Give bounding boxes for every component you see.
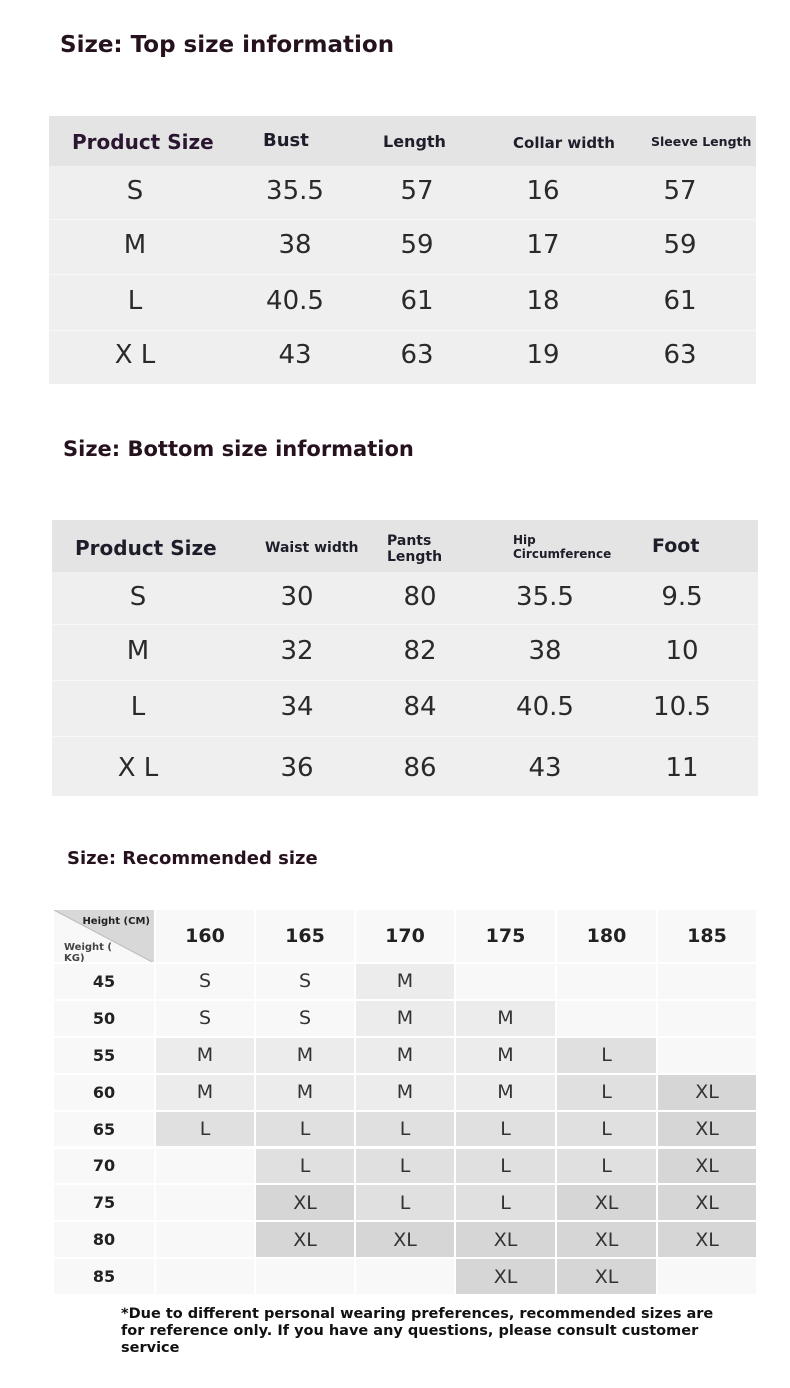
height-header: 165 bbox=[256, 910, 356, 964]
recommended-size-cell bbox=[456, 964, 557, 1001]
bottom-cell: 35.5 bbox=[516, 582, 574, 612]
recommended-size-cell: XL bbox=[256, 1222, 356, 1259]
bottom-size-table bbox=[52, 520, 758, 796]
weight-axis-label: Weight ( KG) bbox=[64, 942, 112, 964]
recommended-size-cell bbox=[156, 1149, 256, 1186]
recommended-size-cell: L bbox=[557, 1112, 658, 1149]
recommended-size-cell: XL bbox=[557, 1259, 658, 1296]
recommended-size-cell: XL bbox=[658, 1112, 758, 1149]
recommended-size-cell bbox=[156, 1185, 256, 1222]
recommended-size-cell: S bbox=[156, 1001, 256, 1038]
bottom-cell: S bbox=[129, 582, 147, 612]
weight-label: 60 bbox=[54, 1075, 156, 1112]
bottom-header-waist-width: Waist width bbox=[265, 540, 359, 556]
bottom-cell: 9.5 bbox=[661, 582, 703, 612]
recommended-size-cell: M bbox=[356, 964, 456, 1001]
grid-corner bbox=[54, 910, 156, 964]
bottom-cell: 38 bbox=[528, 636, 562, 666]
top-cell: 59 bbox=[663, 230, 697, 260]
top-cell: 63 bbox=[663, 340, 697, 370]
recommended-size-cell: L bbox=[156, 1112, 256, 1149]
bottom-cell: L bbox=[130, 692, 146, 722]
top-cell: S bbox=[126, 176, 144, 206]
recommendation-note: *Due to different personal wearing preferences, recommended sizes are for reference only. If you have any questions, please consult customer service bbox=[121, 1306, 714, 1356]
recommended-size-cell bbox=[356, 1259, 456, 1296]
weight-label: 55 bbox=[54, 1038, 156, 1075]
recommended-size-cell: XL bbox=[658, 1149, 758, 1186]
top-cell: 40.5 bbox=[266, 286, 324, 316]
recommended-size-cell bbox=[557, 1001, 658, 1038]
top-cell: 18 bbox=[526, 286, 560, 316]
top-cell: 17 bbox=[526, 230, 560, 260]
recommended-size-title: Size: Recommended size bbox=[67, 848, 318, 869]
recommended-size-cell: S bbox=[156, 964, 256, 1001]
bottom-cell: 84 bbox=[403, 692, 437, 722]
recommended-size-cell: S bbox=[256, 964, 356, 1001]
weight-label: 65 bbox=[54, 1112, 156, 1149]
recommended-size-cell: XL bbox=[658, 1222, 758, 1259]
bottom-size-title: Size: Bottom size information bbox=[63, 437, 414, 461]
top-cell: L bbox=[127, 286, 143, 316]
top-cell: 19 bbox=[526, 340, 560, 370]
recommended-size-cell: XL bbox=[456, 1259, 557, 1296]
height-axis-label: Height (CM) bbox=[82, 916, 150, 927]
top-size-title: Size: Top size information bbox=[60, 32, 395, 58]
top-header-bust: Bust bbox=[263, 130, 309, 151]
recommended-size-cell bbox=[557, 964, 658, 1001]
bottom-cell: 43 bbox=[528, 753, 562, 783]
recommended-size-cell: M bbox=[356, 1075, 456, 1112]
top-size-table bbox=[49, 116, 756, 384]
top-cell: 35.5 bbox=[266, 176, 324, 206]
top-cell: M bbox=[123, 230, 147, 260]
height-header: 175 bbox=[456, 910, 557, 964]
recommended-size-cell: XL bbox=[456, 1222, 557, 1259]
recommended-size-cell: L bbox=[557, 1038, 658, 1075]
recommended-size-cell: L bbox=[256, 1112, 356, 1149]
recommended-size-cell: L bbox=[557, 1075, 658, 1112]
recommended-size-cell: M bbox=[256, 1075, 356, 1112]
bottom-cell: X L bbox=[117, 753, 159, 783]
recommended-size-cell: M bbox=[356, 1038, 456, 1075]
bottom-cell: 80 bbox=[403, 582, 437, 612]
bottom-cell: 40.5 bbox=[516, 692, 574, 722]
top-cell: 38 bbox=[278, 230, 312, 260]
top-cell: 57 bbox=[400, 176, 434, 206]
top-cell: 59 bbox=[400, 230, 434, 260]
bottom-cell: 34 bbox=[280, 692, 314, 722]
recommended-size-cell: L bbox=[356, 1112, 456, 1149]
recommended-size-cell: XL bbox=[557, 1185, 658, 1222]
top-cell: 57 bbox=[663, 176, 697, 206]
bottom-cell: 82 bbox=[403, 636, 437, 666]
recommended-size-cell bbox=[156, 1259, 256, 1296]
weight-label: 80 bbox=[54, 1222, 156, 1259]
height-header: 160 bbox=[156, 910, 256, 964]
recommended-size-cell: M bbox=[156, 1075, 256, 1112]
bottom-cell: 11 bbox=[665, 753, 699, 783]
recommended-size-cell: L bbox=[256, 1149, 356, 1186]
recommended-size-cell bbox=[156, 1222, 256, 1259]
bottom-cell: 36 bbox=[280, 753, 314, 783]
weight-label: 50 bbox=[54, 1001, 156, 1038]
bottom-header-hip-circumference: Hip Circumference bbox=[513, 533, 612, 561]
top-cell: X L bbox=[114, 340, 156, 370]
recommended-size-cell: M bbox=[456, 1075, 557, 1112]
recommended-size-cell: M bbox=[356, 1001, 456, 1038]
bottom-header-foot: Foot bbox=[652, 535, 700, 557]
recommended-size-cell: L bbox=[356, 1149, 456, 1186]
recommended-size-cell bbox=[658, 1038, 758, 1075]
recommended-size-cell: L bbox=[557, 1149, 658, 1186]
recommended-size-cell: L bbox=[456, 1149, 557, 1186]
recommended-size-cell: M bbox=[456, 1038, 557, 1075]
weight-label: 85 bbox=[54, 1259, 156, 1296]
bottom-cell: 10.5 bbox=[653, 692, 711, 722]
recommended-size-cell: XL bbox=[658, 1075, 758, 1112]
top-cell: 61 bbox=[663, 286, 697, 316]
top-cell: 63 bbox=[400, 340, 434, 370]
bottom-cell: 86 bbox=[403, 753, 437, 783]
height-header: 170 bbox=[356, 910, 456, 964]
recommended-size-cell: M bbox=[456, 1001, 557, 1038]
height-header: 185 bbox=[658, 910, 758, 964]
top-cell: 16 bbox=[526, 176, 560, 206]
recommended-size-cell: M bbox=[156, 1038, 256, 1075]
top-cell: 43 bbox=[278, 340, 312, 370]
recommended-size-cell: S bbox=[256, 1001, 356, 1038]
bottom-cell: 30 bbox=[280, 582, 314, 612]
bottom-header-product-size: Product Size bbox=[75, 536, 217, 560]
recommended-size-cell: L bbox=[456, 1185, 557, 1222]
recommended-size-cell bbox=[658, 1259, 758, 1296]
height-header: 180 bbox=[557, 910, 658, 964]
recommended-size-cell bbox=[658, 1001, 758, 1038]
bottom-header-pants-length: Pants Length bbox=[387, 533, 443, 566]
recommended-size-cell: M bbox=[256, 1038, 356, 1075]
recommended-size-cell bbox=[256, 1259, 356, 1296]
weight-label: 75 bbox=[54, 1185, 156, 1222]
top-header-product-size: Product Size bbox=[72, 130, 214, 154]
bottom-cell: 32 bbox=[280, 636, 314, 666]
bottom-cell: 10 bbox=[665, 636, 699, 666]
top-cell: 61 bbox=[400, 286, 434, 316]
top-header-sleeve-length: Sleeve Length bbox=[651, 134, 752, 149]
weight-label: 45 bbox=[54, 964, 156, 1001]
recommended-size-cell: L bbox=[356, 1185, 456, 1222]
recommended-size-cell: L bbox=[456, 1112, 557, 1149]
recommended-size-cell bbox=[658, 964, 758, 1001]
top-header-collar-width: Collar width bbox=[513, 134, 615, 152]
recommended-size-grid bbox=[54, 910, 758, 1296]
top-header-length: Length bbox=[383, 132, 446, 151]
bottom-cell: M bbox=[126, 636, 150, 666]
weight-label: 70 bbox=[54, 1149, 156, 1186]
recommended-size-cell: XL bbox=[658, 1185, 758, 1222]
recommended-size-cell: XL bbox=[557, 1222, 658, 1259]
recommended-size-cell: XL bbox=[356, 1222, 456, 1259]
recommended-size-cell: XL bbox=[256, 1185, 356, 1222]
